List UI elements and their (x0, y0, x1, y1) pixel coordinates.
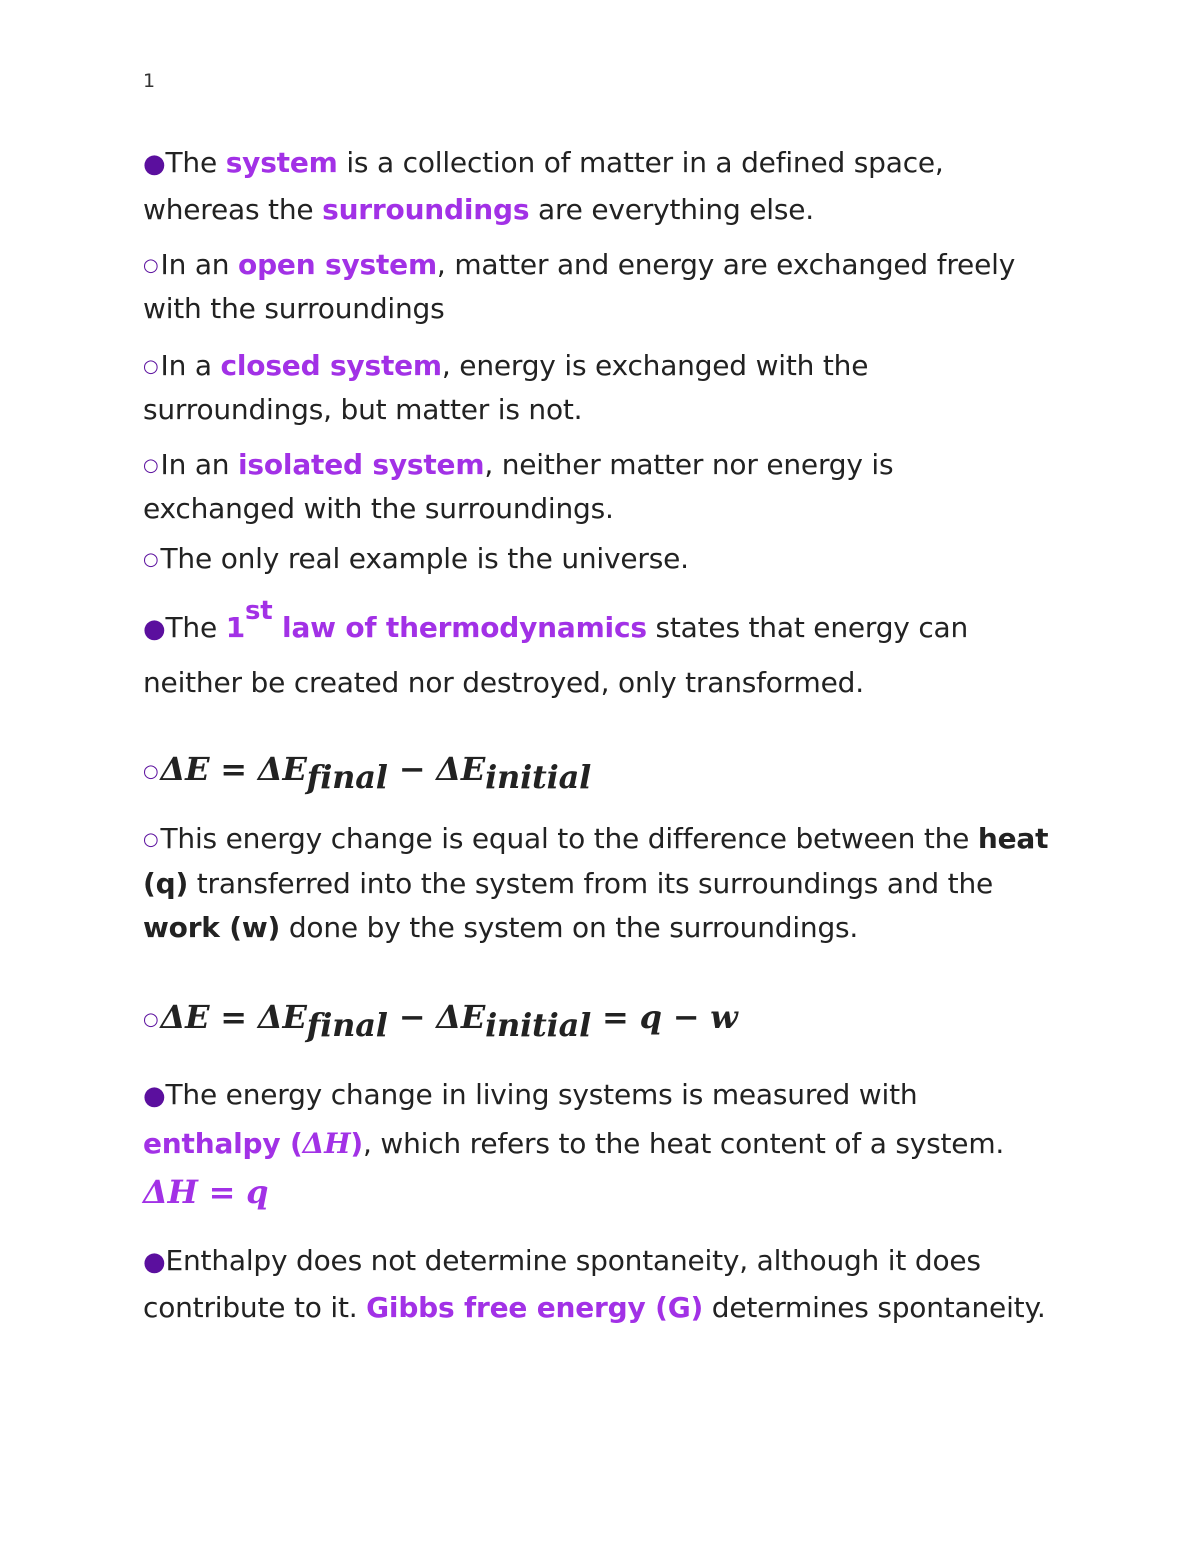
term-surroundings: surroundings (322, 193, 530, 226)
paragraph-energy-change-explanation: ○This energy change is equal to the difference between the heat (q) transferred into the system from its surroundings and the work (w) done by the system on the surroundings. (143, 817, 1053, 950)
paragraph-universe-example: ○The only real example is the universe. (143, 536, 1053, 583)
paragraph-open-system: ○In an open system, matter and energy are exchanged freely with the surroundings (143, 243, 1053, 330)
paragraph-system-definition: ●The system is a collection of matter in a defined space, whereas the surroundings are everything else. (143, 146, 944, 226)
bullet-ring-icon: ○ (143, 1009, 159, 1030)
term-work: work (w) (143, 911, 281, 944)
bullet-ring-icon: ○ (143, 455, 159, 476)
term-law-of-thermodynamics: law of thermodynamics (272, 611, 647, 644)
paragraph-gibbs-free-energy: ●Enthalpy does not determine spontaneity, although it does contribute to it. Gibbs free energy (G) determines spontaneity. (143, 1244, 1046, 1324)
bullet-filled-icon: ● (143, 1081, 166, 1111)
paragraph-enthalpy: ●The energy change in living systems is measured with enthalpy (ΔH), which refers to the heat content of a system. ΔH = q (143, 1078, 1005, 1211)
equation-delta-h-equals-q: ΔH = q (143, 1173, 269, 1211)
equation-energy-change: ○ΔE = $\Delta E_{final} - \Delta E_{initial}$ (143, 750, 592, 796)
bullet-ring-icon: ○ (143, 829, 159, 850)
term-first-law-number: 1 (225, 611, 245, 644)
term-delta-h: ΔH (302, 1127, 351, 1160)
term-open-system: open system (238, 248, 437, 281)
term-first-law-superscript: st (244, 596, 273, 626)
term-heat: heat (q) (143, 822, 1049, 900)
term-enthalpy: enthalpy ( (143, 1127, 303, 1160)
notes-content (143, 140, 1053, 1331)
term-isolated-system: isolated system (238, 448, 485, 481)
term-gibbs-free-energy: Gibbs free energy (G) (366, 1291, 704, 1324)
paragraph-first-law: ●The 1st law of thermodynamics states that energy can neither be created nor destroyed, only transformed. (143, 596, 969, 699)
bullet-ring-icon: ○ (143, 761, 159, 782)
bullet-filled-icon: ● (143, 1247, 166, 1277)
equation-energy-change-heat-work: ○ΔE = $\Delta E_{final} - \Delta E_{initial} = q - w$ (143, 998, 738, 1044)
bullet-filled-icon: ● (143, 614, 166, 644)
bullet-ring-icon: ○ (143, 255, 159, 276)
bullet-ring-icon: ○ (143, 356, 159, 377)
term-closed-system: closed system (220, 349, 442, 382)
page-number: 1 (143, 70, 156, 92)
bullet-filled-icon: ● (143, 149, 166, 179)
paragraph-isolated-system: ○In an isolated system, neither matter nor energy is exchanged with the surroundings. (143, 443, 1053, 530)
term-system: system (225, 146, 338, 179)
bullet-ring-icon: ○ (143, 549, 159, 570)
paragraph-closed-system: ○In a closed system, energy is exchanged with the surroundings, but matter is not. (143, 344, 1053, 431)
